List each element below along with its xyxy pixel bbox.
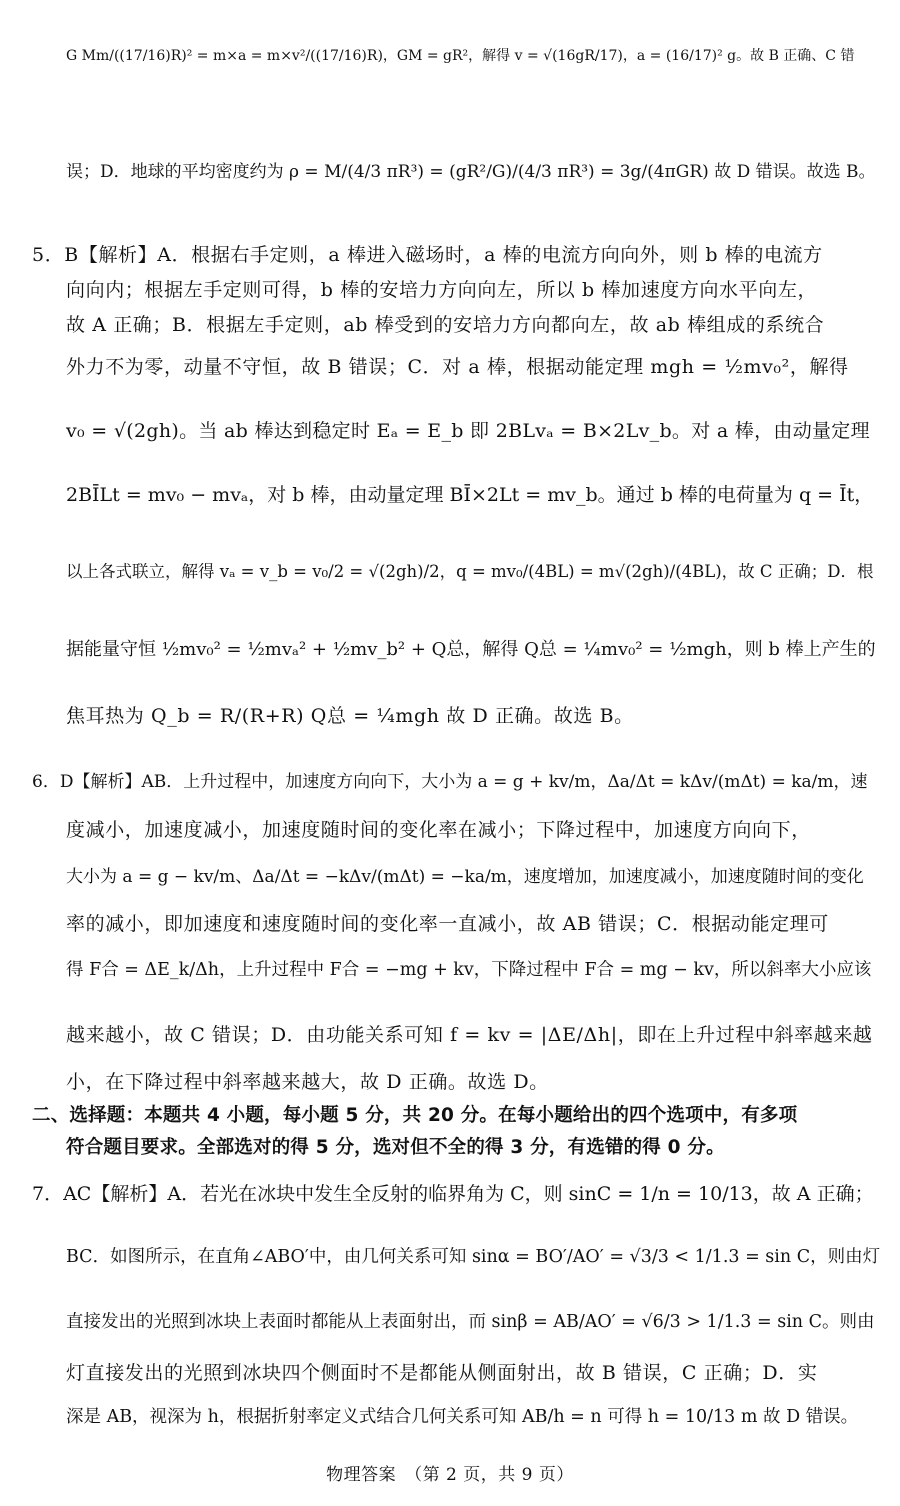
text-line-3: 5．B【解析】A．根据右手定则，a 棒进入磁场时，a 棒的电流方向向外，则 b 棒的电流方	[32, 244, 823, 266]
text-line-20: 符合题目要求。全部选对的得 5 分，选对但不全的得 3 分，有选错的得 0 分。	[66, 1137, 725, 1158]
text-line-18: 小，在下降过程中斜率越来越大，故 D 正确。故选 D。	[66, 1071, 549, 1093]
text-line-25: 深是 AB，视深为 h，根据折射率定义式结合几何关系可知 AB/h = n 可得 h = 10/13 m 故 D 错误。	[66, 1407, 859, 1427]
text-line-22: BC．如图所示，在直角∠ABO′中，由几何关系可知 sinα = BO′/AO′ = √3/3 < 1/1.3 = sin C，则由灯	[66, 1247, 881, 1267]
text-line-12: 6．D【解析】AB．上升过程中，加速度方向向下，大小为 a = g + kv/m，Δa/Δt = kΔv/(mΔt) = ka/m，速	[32, 772, 868, 792]
text-line-2: 误；D．地球的平均密度约为 ρ = M/(4/3 πR³) = (gR²/G)/(4/3 πR³) = 3g/(4πGR) 故 D 错误。故选 B。	[66, 162, 876, 182]
text-line-7: v₀ = √(2gh)。当 ab 棒达到稳定时 Eₐ = E_b 即 2BLvₐ = B×2Lv_b。对 a 棒，由动量定理	[66, 420, 870, 442]
text-line-1: G Mm/((17/16)R)² = m×a = m×v²/((17/16)R)，GM = gR²，解得 v = √(16gR/17)，a = (16/17)² g。故 B 正确、C 错	[66, 48, 855, 64]
text-line-14: 大小为 a = g − kv/m、Δa/Δt = −kΔv/(mΔt) = −ka/m，速度增加，加速度减小，加速度随时间的变化	[66, 867, 864, 887]
text-line-15: 率的减小，即加速度和速度随时间的变化率一直减小，故 AB 错误；C．根据动能定理可	[66, 913, 829, 935]
text-line-6: 外力不为零，动量不守恒，故 B 错误；C．对 a 棒，根据动能定理 mgh = ½mv₀²，解得	[66, 356, 849, 378]
text-line-8: 2BĪLt = mv₀ − mvₐ，对 b 棒，由动量定理 BĪ×2Lt = mv_b。通过 b 棒的电荷量为 q = Īt，	[66, 484, 874, 506]
text-line-17: 越来越小，故 C 错误；D．由功能关系可知 f = kv = |ΔE/Δh|，即在上升过程中斜率越来越	[66, 1024, 873, 1046]
text-line-21: 7．AC【解析】A．若光在冰块中发生全反射的临界角为 C，则 sinC = 1/n = 10/13，故 A 正确；	[32, 1183, 874, 1205]
text-line-5: 故 A 正确；B．根据左手定则，ab 棒受到的安培力方向都向左，故 ab 棒组成的系统合	[66, 314, 825, 336]
text-line-23: 直接发出的光照到冰块上表面时都能从上表面射出，而 sinβ = AB/AO′ = √6/3 > 1/1.3 = sin C。则由	[66, 1312, 875, 1332]
text-line-19: 二、选择题：本题共 4 小题，每小题 5 分，共 20 分。在每小题给出的四个选项中，有多项	[32, 1105, 798, 1126]
text-line-4: 向向内；根据左手定则可得，b 棒的安培力方向向左，所以 b 棒加速度方向水平向左，	[66, 279, 818, 301]
text-line-11: 焦耳热为 Q_b = R/(R+R) Q总 = ¼mgh 故 D 正确。故选 B。	[66, 705, 634, 727]
page-footer: 物理答案 （第 2 页，共 9 页）	[326, 1465, 574, 1485]
text-line-10: 据能量守恒 ½mv₀² = ½mvₐ² + ½mv_b² + Q总，解得 Q总 = ¼mv₀² = ½mgh，则 b 棒上产生的	[66, 639, 876, 660]
text-line-13: 度减小，加速度减小，加速度随时间的变化率在减小；下降过程中，加速度方向向下，	[66, 819, 811, 841]
text-line-24: 灯直接发出的光照到冰块四个侧面时不是都能从侧面射出，故 B 错误，C 正确；D．实	[66, 1362, 818, 1384]
text-line-9: 以上各式联立，解得 vₐ = v_b = v₀/2 = √(2gh)/2，q = mv₀/(4BL) = m√(2gh)/(4BL)，故 C 正确；D．根	[66, 562, 874, 581]
text-line-16: 得 F合 = ΔE_k/Δh，上升过程中 F合 = −mg + kv，下降过程中 F合 = mg − kv，所以斜率大小应该	[66, 960, 872, 980]
